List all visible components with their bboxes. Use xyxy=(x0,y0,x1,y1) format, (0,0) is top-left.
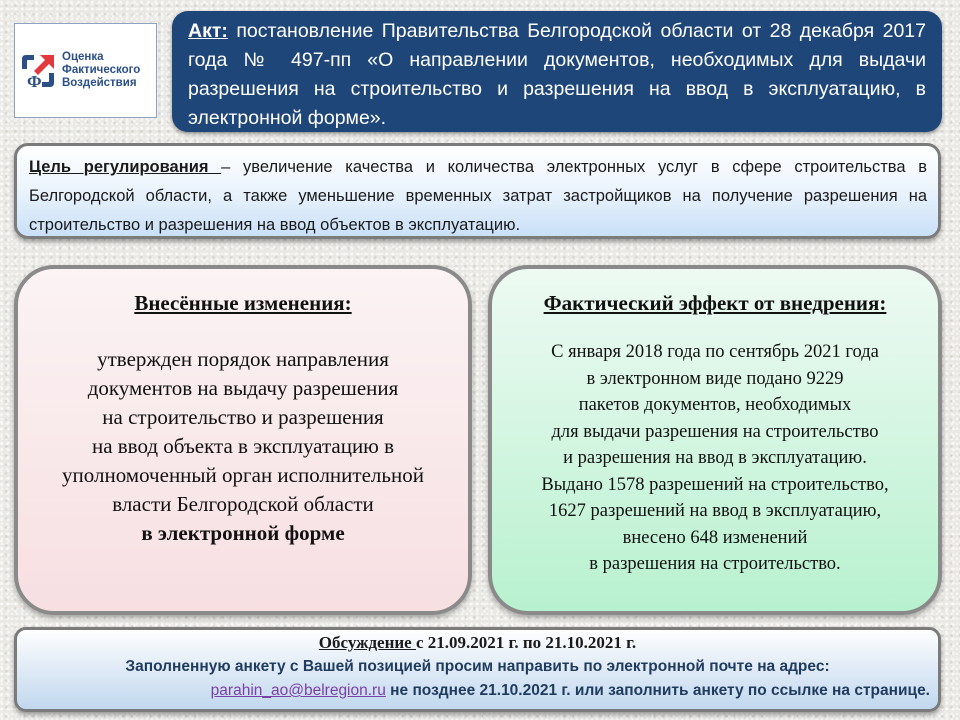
act-box xyxy=(172,11,942,132)
changes-line: на строительство и разрешения xyxy=(102,405,384,429)
effect-line: в электронном виде подано 9229 xyxy=(586,368,844,389)
logo-line: Воздействия xyxy=(62,77,137,89)
goal-label: Цель регулирования xyxy=(29,158,222,176)
changes-line: власти Белгородской области xyxy=(112,492,374,516)
discussion-request: Заполненную анкету с Вашей позицией просим направить по электронной почте на адрес: xyxy=(125,658,830,675)
logo-text xyxy=(62,51,140,90)
effect-line: для выдачи разрешения на строительство xyxy=(551,421,879,442)
logo-line: Оценка xyxy=(62,51,104,63)
email-link[interactable]: parahin_ao@belregion.ru xyxy=(210,682,386,699)
effect-line: в разрешения на строительство. xyxy=(589,554,841,574)
effect-line: С января 2018 года по сентябрь 2021 года xyxy=(551,342,879,362)
effect-title: Фактический эффект от внедрения: xyxy=(543,291,887,315)
logo-line: Фактического xyxy=(62,64,141,76)
goal-text: – увеличение качества и количества электронных услуг в сфере строительства в Белгородской области, а также уменьшение временных затрат застройщиков на получение разрешения на строительство и разрешения на ввод объектов в эксплуатацию. xyxy=(29,158,927,234)
effect-line: Выдано 1578 разрешений на строительство, xyxy=(541,474,889,495)
discussion-title xyxy=(17,632,938,654)
effect-line: 1627 разрешений на ввод в эксплуатацию, xyxy=(548,501,882,521)
svg-text:Ф: Ф xyxy=(27,71,42,91)
changes-line: документов на выдачу разрешения xyxy=(87,376,399,400)
changes-panel xyxy=(14,265,472,615)
changes-line: на ввод объекта в эксплуатацию в xyxy=(91,434,395,458)
changes-emphasis: в электронной форме xyxy=(141,521,345,545)
act-label: Акт: xyxy=(188,20,228,42)
regulation-goal-box xyxy=(14,143,941,239)
ofv-logo-icon xyxy=(18,51,58,91)
effect-line: и разрешения на ввод в эксплуатацию. xyxy=(563,448,867,468)
act-text: постановление Правительства Белгородской области от 28 декабря 2017 года № 497-пп «О направлении документов, необходимых для выдачи разрешения на строительство и разрешения на ввод в эксплуатацию, в электронной форме». xyxy=(188,20,926,129)
discussion-contact xyxy=(17,679,938,703)
changes-line: уполномоченный орган исполнительной xyxy=(62,463,424,487)
discussion-period: с 21.09.2021 г. по 21.10.2021 г. xyxy=(415,633,637,652)
effect-body xyxy=(492,339,938,578)
effect-line: пакетов документов, необходимых xyxy=(578,395,852,415)
effect-panel xyxy=(488,265,942,615)
discussion-label: Обсуждение xyxy=(318,633,416,652)
changes-title: Внесённые изменения: xyxy=(134,291,352,315)
effect-line: внесено 648 изменений xyxy=(622,527,808,548)
discussion-deadline: не позднее 21.10.2021 г. или заполнить анкету по ссылке на странице. xyxy=(385,682,930,699)
logo xyxy=(14,23,157,118)
discussion-box xyxy=(14,627,941,712)
changes-body xyxy=(18,345,468,548)
changes-line: утвержден порядок направления xyxy=(97,347,389,371)
